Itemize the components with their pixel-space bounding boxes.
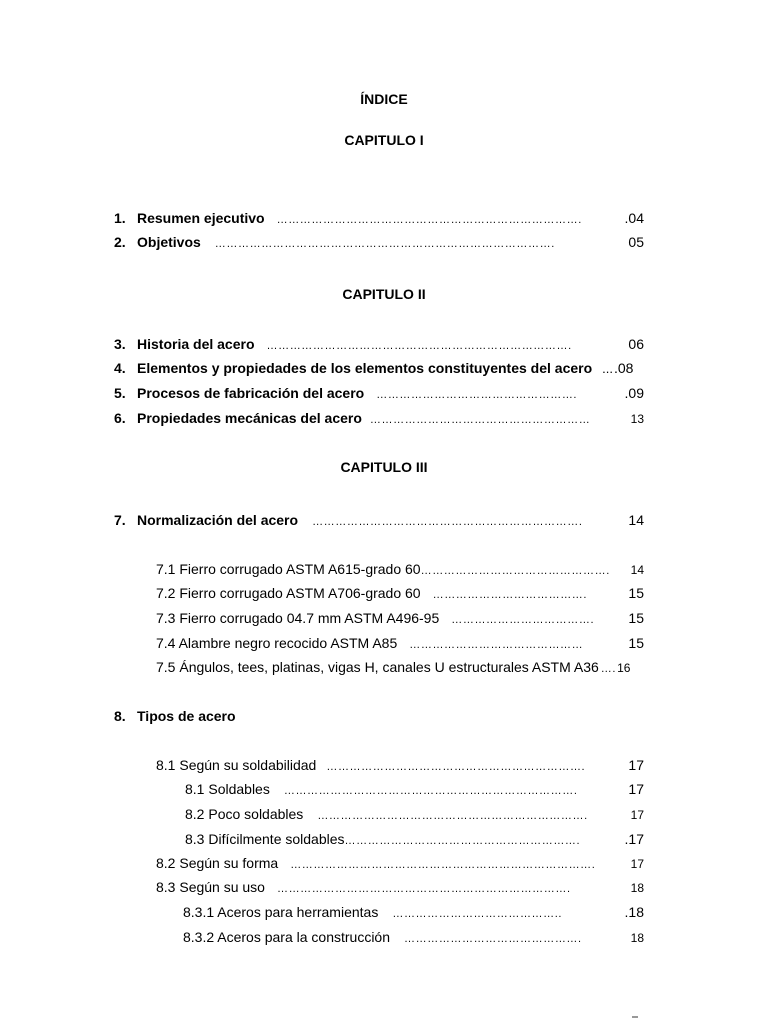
toc-page-number: 13 — [630, 412, 644, 426]
toc-entry-label: Normalización del acero — [137, 512, 299, 528]
toc-entry-label: 8.2 Poco soldables — [185, 806, 304, 822]
toc-leader-dots: …………………………………….. — [392, 908, 563, 920]
toc-page-number: 17 — [630, 808, 644, 822]
toc-leader-dots: ……………………………………………………………………. — [276, 214, 582, 226]
toc-leader-dots: ………………………………………………… — [369, 414, 591, 426]
toc-entry-label: 8.1 Soldables — [185, 781, 270, 797]
toc-subentry-8-3-2 — [183, 928, 644, 946]
toc-page-number: 18 — [630, 881, 644, 895]
toc-page-number: 17 — [628, 757, 644, 773]
toc-entry-6 — [114, 409, 644, 427]
toc-entry-label: Objetivos — [137, 234, 201, 250]
toc-leader-dots: ……………………………………………………………………………. — [214, 238, 555, 250]
toc-subentry-8-3-1 — [183, 903, 644, 921]
toc-leader-dots: …………………………………………. — [420, 565, 610, 577]
toc-entry-1 — [114, 209, 644, 227]
toc-subentry-7-2 — [156, 584, 644, 602]
toc-leader-dots: …………………………………………………………………. — [276, 883, 571, 895]
toc-subentry-8-1-soldables — [185, 780, 644, 798]
toc-leader-dots: ……………………………………………. — [376, 389, 578, 401]
page-corner-mark — [632, 1016, 638, 1018]
toc-entry-number: 7. — [114, 512, 126, 528]
toc-entry-number: 2. — [114, 234, 126, 250]
toc-subentry-8-3-dificil — [185, 830, 644, 848]
toc-subentry-7-3 — [156, 609, 644, 627]
chapter-1-heading: CAPITULO I — [344, 132, 424, 148]
toc-page-number: 15 — [628, 610, 644, 626]
chapter-2-heading: CAPITULO II — [342, 286, 426, 302]
toc-page-number: 05 — [628, 234, 644, 250]
toc-subentry-8-3-uso — [156, 878, 644, 896]
toc-entry-label: Tipos de acero — [137, 708, 236, 724]
chapter-3-heading: CAPITULO III — [340, 459, 428, 475]
toc-leader-dots: ……………………………………………………………. — [312, 516, 583, 528]
toc-page-number: 14 — [630, 563, 644, 577]
toc-subentry-7-5 — [156, 658, 644, 676]
toc-entry-number: 6. — [114, 410, 126, 426]
toc-leader-dots: ……………………………………………………. — [344, 835, 581, 847]
toc-leader-dots: ……………………………………………………………………. — [266, 340, 572, 352]
toc-leader-dots: …. — [600, 663, 617, 675]
toc-entry-label: Resumen ejecutivo — [137, 210, 265, 226]
toc-page-number: .18 — [624, 904, 644, 920]
toc-entry-label: 7.5 Ángulos, tees, platinas, vigas H, canales U estructurales ASTM A36 — [156, 659, 599, 675]
toc-leader-dots: ………………………………. — [451, 614, 595, 626]
toc-subentry-7-4 — [156, 634, 644, 652]
toc-entry-label: 8.2 Según su forma — [156, 855, 279, 871]
toc-subentry-7-1 — [156, 560, 644, 578]
toc-page-number: 17 — [628, 781, 644, 797]
toc-entry-label: 7.3 Fierro corrugado 04.7 mm ASTM A496-95 — [156, 610, 440, 626]
toc-entry-number: 8. — [114, 708, 126, 724]
toc-leader-dots: ……………………………………… — [409, 639, 584, 651]
toc-entry-8 — [114, 707, 644, 725]
toc-entry-label: Procesos de fabricación del acero — [137, 385, 365, 401]
toc-entry-number: 4. — [114, 360, 126, 376]
toc-page-number: 06 — [628, 336, 644, 352]
toc-leader-dots: ……………………………………………………………………. — [290, 859, 596, 871]
toc-entry-label: 8.3.2 Aceros para la construcción — [183, 929, 391, 945]
toc-subentry-8-2-poco — [185, 805, 644, 823]
toc-leader-dots: ………………………………………. — [404, 933, 582, 945]
toc-leader-dots: …………………………………………………………. — [326, 761, 586, 773]
toc-entry-label: Elementos y propiedades de los elementos constituyentes del acero — [137, 360, 593, 376]
toc-entry-label: 8.3 Según su uso — [156, 879, 265, 895]
toc-page-number: 18 — [630, 931, 644, 945]
toc-entry-label: 8.1 Según su soldabilidad — [156, 757, 317, 773]
toc-entry-label: 8.3.1 Aceros para herramientas — [183, 904, 379, 920]
toc-leader-dots: …………………………………. — [432, 589, 588, 601]
toc-entry-label: 7.1 Fierro corrugado ASTM A615-grado 60 — [156, 561, 421, 577]
toc-entry-label: 8.3 Difícilmente soldables — [185, 831, 345, 847]
toc-entry-3 — [114, 335, 644, 353]
toc-subentry-8-1 — [156, 756, 644, 774]
toc-entry-label: Historia del acero — [137, 336, 255, 352]
toc-leader-dots: ... — [602, 361, 613, 376]
toc-entry-label: 7.2 Fierro corrugado ASTM A706-grado 60 — [156, 585, 421, 601]
toc-page-number: 16 — [617, 661, 631, 675]
toc-page-number: 17 — [630, 857, 644, 871]
index-title: ÍNDICE — [360, 91, 408, 107]
toc-entry-number: 1. — [114, 210, 126, 226]
toc-entry-label: Propiedades mecánicas del acero — [137, 410, 362, 426]
toc-entry-label: 7.4 Alambre negro recocido ASTM A85 — [156, 635, 398, 651]
toc-entry-5 — [114, 384, 644, 402]
toc-leader-dots: ……………………………………………………………. — [317, 810, 588, 822]
toc-entry-7 — [114, 511, 644, 529]
toc-subentry-8-2-forma — [156, 854, 644, 872]
toc-page-number: 14 — [628, 512, 644, 528]
toc-page-number: .08 — [614, 360, 634, 376]
toc-page-number: .09 — [624, 385, 644, 401]
toc-entry-number: 3. — [114, 336, 126, 352]
toc-entry-4 — [114, 359, 644, 377]
toc-page-number: 15 — [628, 635, 644, 651]
toc-leader-dots: …………………………………………………………………. — [283, 785, 578, 797]
toc-page-number: .17 — [624, 831, 644, 847]
toc-entry-number: 5. — [114, 385, 126, 401]
toc-page-number: .04 — [624, 210, 644, 226]
toc-entry-2 — [114, 233, 644, 251]
toc-page-number: 15 — [628, 585, 644, 601]
